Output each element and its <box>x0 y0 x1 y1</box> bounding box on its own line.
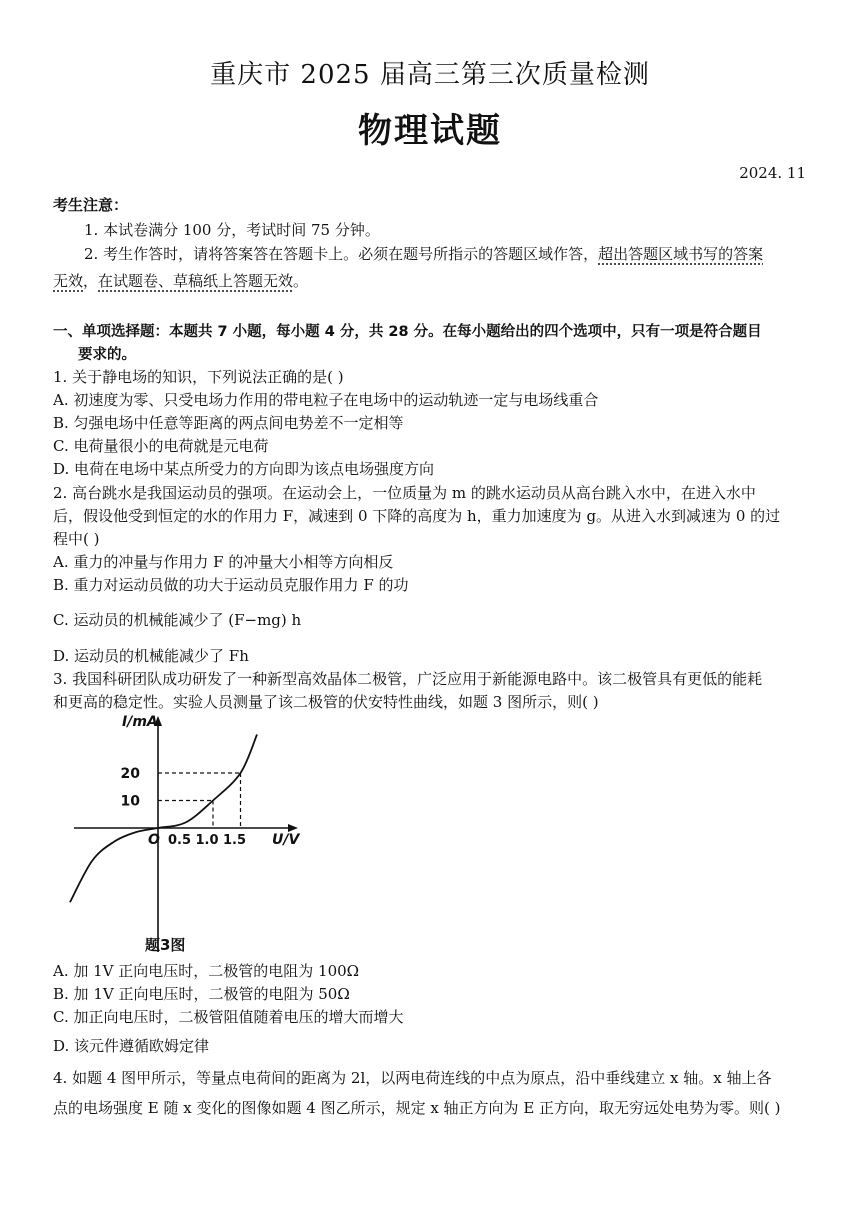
subject-title: 物理试题 <box>358 111 502 151</box>
q3-stem-2: 和更高的稳定性。实验人员测量了该二极管的伏安特性曲线，如题 3 图所示，则( ) <box>53 693 599 711</box>
y-tick-label: 10 <box>120 793 140 810</box>
section-1-heading: 一、单项选择题：本题共 7 小题，每小题 4 分，共 28 分。在每小题给出的四个选项中，只有一项是符合题目 <box>53 324 762 340</box>
notice-comma: ， <box>83 272 99 290</box>
figure-3-chart <box>60 712 320 960</box>
q2-stem-3: 程中( ) <box>53 530 100 548</box>
q2-option-d: D. 运动员的机械能减少了 Fh <box>53 647 249 665</box>
q1-option-d: D. 电荷在电场中某点所受力的方向即为该点电场强度方向 <box>53 460 435 478</box>
x-axis-arrow <box>288 824 298 832</box>
x-tick-label: 1.5 <box>222 833 247 848</box>
x-axis-label: U/V <box>272 832 300 848</box>
origin-label: O <box>148 832 160 848</box>
q3-option-b: B. 加 1V 正向电压时，二极管的电阻为 50Ω <box>53 985 350 1003</box>
exam-title: 重庆市 2025 届高三第三次质量检测 <box>210 60 650 90</box>
section-1-heading-cont: 要求的。 <box>78 347 136 363</box>
q3-stem-1: 3. 我国科研团队成功研发了一种新型高效晶体二极管，广泛应用于新能源电路中。该二极管具有更低的能耗 <box>53 670 763 688</box>
q2-option-b: B. 重力对运动员做的功大于运动员克服作用力 F 的功 <box>53 576 409 594</box>
notice-item-2-emphasis-3: 在试题卷、草稿纸上答题无效 <box>98 272 294 290</box>
q1-stem: 1. 关于静电场的知识，下列说法正确的是( ) <box>53 368 344 386</box>
q2-option-a: A. 重力的冲量与作用力 F 的冲量大小相等方向相反 <box>53 553 394 571</box>
notice-period: 。 <box>293 272 309 290</box>
q1-option-b: B. 匀强电场中任意等距离的两点间电势差不一定相等 <box>53 414 404 432</box>
q2-option-c: C. 运动员的机械能减少了 (F−mg) h <box>53 611 302 629</box>
notice-item-2-emphasis: 超出答题区域书写的答案 <box>598 245 764 263</box>
q3-option-a: A. 加 1V 正向电压时，二极管的电阻为 100Ω <box>53 962 360 980</box>
q3-option-d: D. 该元件遵循欧姆定律 <box>53 1037 210 1055</box>
q1-option-c: C. 电荷量很小的电荷就是元电荷 <box>53 437 269 455</box>
notice-item-2-line-1 <box>84 243 763 264</box>
q4-stem-1: 4. 如题 4 图甲所示，等量点电荷间的距离为 2l，以两电荷连线的中点为原点，沿中垂线建立 x 轴。x 轴上各 <box>53 1069 772 1087</box>
q2-stem-2: 后，假设他受到恒定的水的作用力 F，减速到 0 下降的高度为 h，重力加速度为 g。从进入水到减速为 0 的过 <box>53 507 781 525</box>
iv-curve <box>70 735 257 903</box>
x-tick-label: 1.0 <box>195 833 219 848</box>
exam-date: 2024. 11 <box>739 164 806 182</box>
y-axis-label: I/mA <box>122 714 158 730</box>
q2-stem-1: 2. 高台跳水是我国运动员的强项。在运动会上，一位质量为 m 的跳水运动员从高台跳入水中，在进入水中 <box>53 484 756 502</box>
y-tick-label: 20 <box>120 766 140 782</box>
notice-item-2-line-2 <box>53 270 308 291</box>
notice-item-1: 1. 本试卷满分 100 分，考试时间 75 分钟。 <box>84 221 380 239</box>
notice-item-2-emphasis-2: 无效 <box>53 272 84 290</box>
x-tick-label: 0.5 <box>167 833 192 848</box>
q1-option-a: A. 初速度为零、只受电场力作用的带电粒子在电场中的运动轨迹一定与电场线重合 <box>53 391 599 409</box>
figure-caption: 题3图 <box>145 936 186 954</box>
q3-option-c: C. 加正向电压时，二极管阻值随着电压的增大而增大 <box>53 1008 404 1026</box>
q4-stem-2: 点的电场强度 E 随 x 变化的图像如题 4 图乙所示，规定 x 轴正方向为 E 正方向，取无穷远处电势为零。则( ) <box>53 1099 781 1117</box>
notice-item-2-text: 2. 考生作答时，请将答案答在答题卡上。必须在题号所指示的答题区域作答， <box>84 245 599 263</box>
notice-heading: 考生注意： <box>53 196 129 214</box>
